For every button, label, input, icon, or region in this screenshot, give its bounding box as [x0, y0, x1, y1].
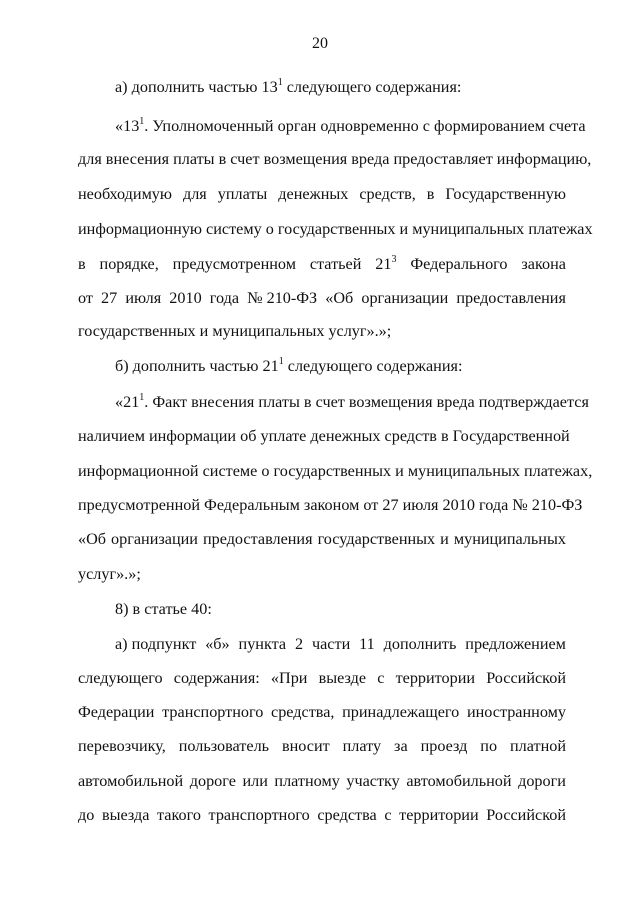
justified-word: [310, 253, 362, 275]
text-fragment: организации: [361, 289, 449, 307]
text-fragment: «Об: [325, 289, 354, 307]
text-fragment: транспортного: [208, 806, 310, 824]
text-fragment: автомобильной: [78, 772, 184, 790]
justified-word: [346, 770, 399, 792]
justified-word: [179, 735, 269, 757]
text-fragment: в: [78, 255, 86, 273]
text-fragment: следующего: [78, 669, 163, 687]
text-fragment: информационной системе о государственных и муниципальных платежах,: [78, 462, 593, 480]
document-line: [78, 287, 566, 309]
document-line: [115, 598, 566, 620]
justified-word: [359, 633, 375, 655]
text-fragment: государственных и муниципальных услуг».»;: [78, 322, 392, 340]
justified-word: [399, 804, 478, 826]
text-fragment: «21: [115, 393, 140, 411]
text-fragment: необходимую: [78, 185, 172, 203]
justified-word: [102, 804, 149, 826]
justified-word: [242, 770, 267, 792]
document-line: [78, 460, 593, 482]
justified-word: [406, 770, 511, 792]
text-fragment: транспортного: [162, 703, 264, 721]
text-fragment: платному: [274, 772, 340, 790]
justified-word: [325, 287, 353, 309]
justified-word: [295, 633, 303, 655]
text-fragment: с: [377, 669, 385, 687]
text-fragment: участку: [346, 772, 400, 790]
text-fragment: с: [384, 806, 392, 824]
text-fragment: наличием информации об уплате денежных средств в Государственной: [78, 427, 570, 445]
justified-word: [274, 770, 339, 792]
text-fragment: выезде: [318, 669, 367, 687]
justified-word: [210, 287, 239, 309]
justified-word: [486, 804, 566, 826]
superscript-number: 3: [391, 254, 397, 265]
document-line: [78, 218, 593, 240]
justified-word: [361, 287, 448, 309]
justified-word: [173, 253, 296, 275]
justified-word: [421, 735, 468, 757]
text-fragment: Федерального: [410, 255, 508, 273]
justified-word: [318, 528, 436, 550]
text-fragment: следующего содержания:: [282, 78, 462, 96]
text-fragment: статьей: [309, 255, 362, 273]
justified-word: [342, 701, 459, 723]
text-fragment: «При: [270, 669, 308, 687]
text-fragment: части: [311, 635, 351, 653]
text-fragment: информационную систему о государственных и муниципальных платежах: [78, 220, 593, 238]
document-line: [115, 355, 566, 377]
text-fragment: территории: [395, 669, 476, 687]
justified-word: [440, 528, 449, 550]
justified-word: [78, 735, 166, 757]
justified-word: [317, 804, 376, 826]
justified-word: [319, 667, 366, 689]
justified-word: [480, 735, 497, 757]
justified-word: [384, 633, 457, 655]
justified-word: [445, 183, 566, 205]
text-fragment: средства,: [271, 703, 335, 721]
justified-word: [510, 735, 566, 757]
justified-word: [312, 633, 350, 655]
justified-word: [427, 183, 435, 205]
text-fragment: средства: [317, 806, 377, 824]
text-fragment: 2010: [169, 289, 202, 307]
text-fragment: июля: [125, 289, 162, 307]
document-line: [78, 735, 566, 757]
text-fragment: по: [480, 737, 498, 755]
justified-word: [271, 701, 334, 723]
text-fragment: за: [394, 737, 408, 755]
text-fragment: государственных: [317, 530, 436, 548]
text-fragment: . Факт внесения платы в счет возмещения вреда подтверждается: [144, 393, 589, 411]
document-line: [78, 563, 566, 585]
text-fragment: предусмотренной Федеральным законом от 27 июля 2010 года № 210-ФЗ: [78, 496, 583, 514]
superscript-number: 1: [139, 116, 145, 127]
text-fragment: иностранному: [466, 703, 566, 721]
text-fragment: для внесения платы в счет возмещения вреда предоставляет информацию,: [78, 150, 592, 168]
text-fragment: 2: [294, 635, 304, 653]
text-fragment: предоставления: [456, 289, 566, 307]
superscript-number: 1: [277, 77, 283, 88]
justified-word: [78, 253, 86, 275]
document-line: [78, 804, 566, 826]
justified-word: [377, 667, 384, 689]
text-fragment: дороги: [518, 772, 566, 790]
justified-word: [271, 667, 308, 689]
document-line: [78, 425, 570, 447]
justified-word: [359, 183, 415, 205]
justified-word: [239, 633, 287, 655]
text-fragment: вносит: [281, 737, 330, 755]
text-fragment: «Об: [78, 530, 107, 548]
justified-word: [410, 253, 507, 275]
text-fragment: для: [182, 185, 207, 203]
text-fragment: от: [78, 289, 93, 307]
justified-word: [247, 287, 317, 309]
text-fragment: и: [440, 530, 449, 548]
justified-word: [456, 287, 566, 309]
justified-word: [111, 528, 198, 550]
text-fragment: предложением: [465, 635, 566, 653]
document-line: [78, 320, 566, 342]
text-fragment: организации: [111, 530, 198, 548]
text-fragment: «13: [115, 117, 140, 135]
justified-word: [100, 253, 159, 275]
justified-word: [162, 701, 263, 723]
justified-word: [465, 633, 566, 655]
document-line: [78, 667, 566, 689]
justified-word: [125, 287, 161, 309]
justified-word: [278, 183, 348, 205]
document-line: [78, 494, 583, 516]
text-fragment: принадлежащего: [342, 703, 460, 721]
text-fragment: . Уполномоченный орган одновременно с формированием счета: [144, 117, 586, 135]
justified-word: [205, 633, 229, 655]
justified-word: [78, 667, 163, 689]
text-fragment: Российской: [486, 806, 566, 824]
text-fragment: предусмотренном: [172, 255, 296, 273]
text-fragment: 8) в статье 40:: [115, 600, 212, 618]
text-fragment: перевозчику,: [78, 737, 166, 755]
text-fragment: года: [209, 289, 240, 307]
document-line: [78, 148, 592, 170]
text-fragment: до: [78, 806, 95, 824]
document-line: [78, 183, 566, 205]
text-fragment: 27: [101, 289, 118, 307]
justified-word: [518, 770, 566, 792]
text-fragment: такого: [157, 806, 201, 824]
text-fragment: автомобильной: [406, 772, 512, 790]
justified-word: [78, 701, 154, 723]
text-fragment: выезда: [101, 806, 150, 824]
justified-word: [174, 667, 260, 689]
text-fragment: «б»: [205, 635, 230, 653]
document-line: [78, 701, 566, 723]
justified-word: [157, 804, 201, 826]
justified-word: [78, 183, 172, 205]
text-fragment: б) дополнить частью 21: [115, 357, 279, 375]
document-line: [115, 115, 586, 137]
justified-word: [396, 667, 475, 689]
document-line: [78, 253, 566, 275]
justified-word: [78, 528, 106, 550]
text-fragment: предоставления: [202, 530, 313, 548]
text-fragment: денежных: [278, 185, 349, 203]
text-fragment: Государственную: [445, 185, 566, 203]
superscript-number: 1: [139, 392, 145, 403]
text-fragment: платной: [510, 737, 566, 755]
text-fragment: порядке,: [99, 255, 159, 273]
document-line: [115, 76, 566, 98]
text-fragment: уплаты: [217, 185, 268, 203]
text-fragment: Российской: [486, 669, 566, 687]
text-fragment: дополнить: [383, 635, 457, 653]
text-fragment: а) подпункт: [115, 635, 197, 653]
justified-word: [394, 735, 408, 757]
text-fragment: Федерации: [78, 703, 155, 721]
page-number: 20: [312, 35, 328, 52]
text-fragment: проезд: [420, 737, 468, 755]
text-fragment: территории: [399, 806, 479, 824]
justified-word: [78, 287, 93, 309]
text-fragment: 21: [375, 255, 392, 273]
justified-word: [454, 528, 566, 550]
justified-word: [115, 633, 196, 655]
document-line: [115, 391, 589, 413]
justified-word: [183, 183, 207, 205]
justified-word: [101, 287, 117, 309]
justified-word: [209, 804, 310, 826]
justified-word: [521, 253, 566, 275]
text-fragment: содержания:: [173, 669, 260, 687]
justified-word: [467, 701, 566, 723]
justified-word: [203, 528, 313, 550]
text-fragment: № 210-ФЗ: [247, 289, 318, 307]
justified-word: [282, 735, 330, 757]
text-fragment: пункта: [238, 635, 287, 653]
justified-word: [384, 804, 391, 826]
text-fragment: пользователь: [178, 737, 270, 755]
text-fragment: плату: [342, 737, 382, 755]
document-line: [115, 633, 566, 655]
text-fragment: услуг».»;: [78, 565, 141, 583]
text-fragment: а) дополнить частью 13: [115, 78, 278, 96]
text-fragment: 11: [359, 635, 375, 653]
justified-word: [375, 253, 396, 275]
justified-word: [343, 735, 381, 757]
justified-word: [169, 287, 201, 309]
justified-word: [486, 667, 566, 689]
justified-word: [78, 804, 94, 826]
text-fragment: средств,: [359, 185, 416, 203]
justified-word: [218, 183, 268, 205]
text-fragment: закона: [521, 255, 566, 273]
text-fragment: в: [426, 185, 435, 203]
text-fragment: или: [242, 772, 268, 790]
document-line: [78, 528, 566, 550]
justified-word: [78, 770, 183, 792]
document-line: [78, 770, 566, 792]
text-fragment: дороге: [189, 772, 236, 790]
superscript-number: 1: [278, 356, 284, 367]
text-fragment: следующего содержания:: [283, 357, 463, 375]
text-fragment: муниципальных: [453, 530, 566, 548]
justified-word: [190, 770, 236, 792]
